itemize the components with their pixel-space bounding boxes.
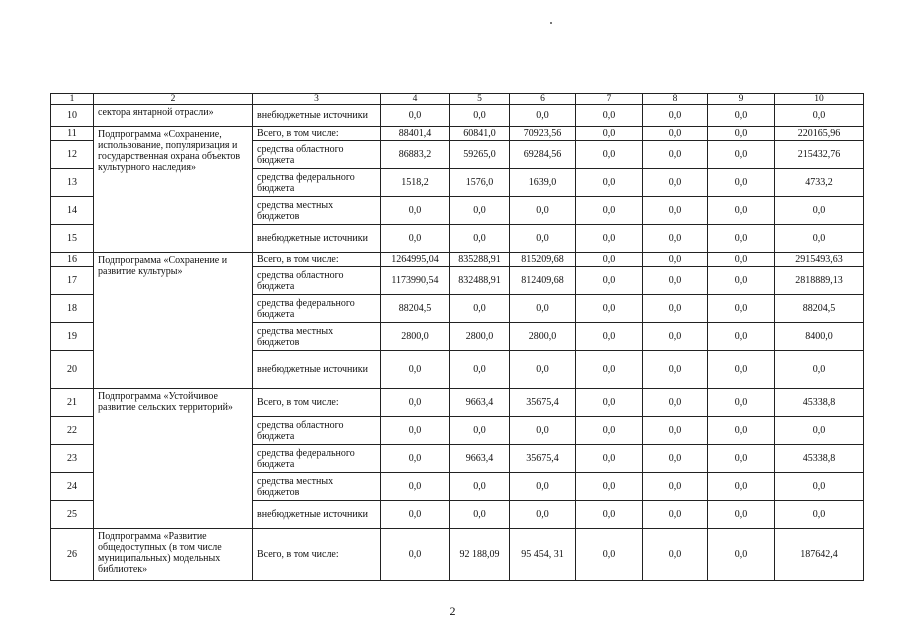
amount-cell: 0,0 [510, 501, 576, 529]
column-number: 7 [576, 94, 643, 105]
subprogram-name: Подпрограмма «Развитие общедоступных (в том числе муниципальных) модельных библиотек» [94, 529, 253, 581]
funding-source: средства федерального бюджета [253, 445, 381, 473]
amount-cell: 815209,68 [510, 253, 576, 267]
table-row [51, 253, 864, 267]
amount-cell: 0,0 [450, 295, 510, 323]
row-number: 26 [51, 529, 94, 581]
amount-cell: 0,0 [576, 197, 643, 225]
column-number: 1 [51, 94, 94, 105]
amount-cell: 0,0 [450, 351, 510, 389]
funding-source: средства местных бюджетов [253, 197, 381, 225]
amount-cell: 0,0 [381, 529, 450, 581]
row-number: 20 [51, 351, 94, 389]
row-number: 17 [51, 267, 94, 295]
amount-cell: 1518,2 [381, 169, 450, 197]
funding-source: средства федерального бюджета [253, 295, 381, 323]
amount-cell: 0,0 [576, 323, 643, 351]
amount-cell: 0,0 [576, 253, 643, 267]
column-number: 2 [94, 94, 253, 105]
column-number: 3 [253, 94, 381, 105]
amount-cell: 0,0 [576, 445, 643, 473]
table-row [51, 529, 864, 581]
amount-cell: 0,0 [708, 267, 775, 295]
funding-source: средства федерального бюджета [253, 169, 381, 197]
column-number: 10 [775, 94, 864, 105]
column-number: 5 [450, 94, 510, 105]
amount-cell: 0,0 [510, 473, 576, 501]
funding-source: Всего, в том числе: [253, 127, 381, 141]
amount-cell: 0,0 [510, 417, 576, 445]
amount-cell: 0,0 [775, 197, 864, 225]
amount-cell: 0,0 [708, 445, 775, 473]
subprogram-name: сектора янтарной отрасли» [94, 105, 253, 127]
amount-cell: 2800,0 [381, 323, 450, 351]
amount-cell: 70923,56 [510, 127, 576, 141]
amount-cell: 0,0 [576, 225, 643, 253]
amount-cell: 69284,56 [510, 141, 576, 169]
amount-cell: 8400,0 [775, 323, 864, 351]
amount-cell: 0,0 [775, 351, 864, 389]
amount-cell: 220165,96 [775, 127, 864, 141]
amount-cell: 9663,4 [450, 445, 510, 473]
amount-cell: 88401,4 [381, 127, 450, 141]
row-number: 23 [51, 445, 94, 473]
amount-cell: 835288,91 [450, 253, 510, 267]
amount-cell: 0,0 [576, 169, 643, 197]
amount-cell: 0,0 [450, 105, 510, 127]
amount-cell: 59265,0 [450, 141, 510, 169]
funding-source: внебюджетные источники [253, 225, 381, 253]
amount-cell: 0,0 [450, 225, 510, 253]
amount-cell: 0,0 [643, 225, 708, 253]
amount-cell: 88204,5 [775, 295, 864, 323]
amount-cell: 0,0 [381, 473, 450, 501]
amount-cell: 832488,91 [450, 267, 510, 295]
amount-cell: 1576,0 [450, 169, 510, 197]
amount-cell: 0,0 [708, 253, 775, 267]
column-number: 6 [510, 94, 576, 105]
amount-cell: 2915493,63 [775, 253, 864, 267]
subprogram-name: Подпрограмма «Сохранение, использование, популяризация и государственная охрана объектов культурного наследия» [94, 127, 253, 253]
amount-cell: 0,0 [708, 225, 775, 253]
amount-cell: 187642,4 [775, 529, 864, 581]
amount-cell: 60841,0 [450, 127, 510, 141]
amount-cell: 45338,8 [775, 445, 864, 473]
amount-cell: 0,0 [775, 225, 864, 253]
funding-source: внебюджетные источники [253, 351, 381, 389]
amount-cell: 0,0 [643, 473, 708, 501]
funding-source: Всего, в том числе: [253, 529, 381, 581]
table-row [51, 389, 864, 417]
amount-cell: 0,0 [576, 473, 643, 501]
amount-cell: 0,0 [643, 445, 708, 473]
amount-cell: 0,0 [576, 417, 643, 445]
row-number: 15 [51, 225, 94, 253]
amount-cell: 0,0 [708, 323, 775, 351]
funding-source: средства местных бюджетов [253, 323, 381, 351]
amount-cell: 0,0 [643, 417, 708, 445]
amount-cell: 0,0 [775, 417, 864, 445]
amount-cell: 0,0 [643, 501, 708, 529]
amount-cell: 0,0 [643, 127, 708, 141]
amount-cell: 1639,0 [510, 169, 576, 197]
amount-cell: 215432,76 [775, 141, 864, 169]
amount-cell: 0,0 [643, 141, 708, 169]
amount-cell: 0,0 [576, 351, 643, 389]
amount-cell: 0,0 [450, 501, 510, 529]
amount-cell: 0,0 [708, 127, 775, 141]
amount-cell: 0,0 [708, 169, 775, 197]
amount-cell: 0,0 [576, 529, 643, 581]
amount-cell: 0,0 [450, 417, 510, 445]
amount-cell: 95 454, 31 [510, 529, 576, 581]
scan-speck [550, 22, 552, 24]
amount-cell: 0,0 [381, 445, 450, 473]
amount-cell: 0,0 [708, 295, 775, 323]
budget-table [50, 93, 864, 581]
subprogram-name: Подпрограмма «Сохранение и развитие культуры» [94, 253, 253, 389]
row-number: 10 [51, 105, 94, 127]
amount-cell: 0,0 [643, 267, 708, 295]
row-number: 25 [51, 501, 94, 529]
amount-cell: 0,0 [381, 501, 450, 529]
funding-source: средства областного бюджета [253, 417, 381, 445]
amount-cell: 0,0 [643, 389, 708, 417]
amount-cell: 0,0 [643, 351, 708, 389]
amount-cell: 4733,2 [775, 169, 864, 197]
row-number: 16 [51, 253, 94, 267]
amount-cell: 0,0 [576, 127, 643, 141]
amount-cell: 88204,5 [381, 295, 450, 323]
amount-cell: 45338,8 [775, 389, 864, 417]
funding-source: средства областного бюджета [253, 141, 381, 169]
amount-cell: 0,0 [643, 295, 708, 323]
amount-cell: 0,0 [450, 473, 510, 501]
amount-cell: 9663,4 [450, 389, 510, 417]
amount-cell: 0,0 [510, 105, 576, 127]
amount-cell: 0,0 [510, 351, 576, 389]
amount-cell: 0,0 [708, 197, 775, 225]
amount-cell: 0,0 [381, 417, 450, 445]
amount-cell: 0,0 [708, 473, 775, 501]
amount-cell: 0,0 [576, 501, 643, 529]
row-number: 12 [51, 141, 94, 169]
row-number: 22 [51, 417, 94, 445]
amount-cell: 0,0 [381, 105, 450, 127]
funding-source: средства областного бюджета [253, 267, 381, 295]
amount-cell: 0,0 [708, 351, 775, 389]
row-number: 13 [51, 169, 94, 197]
column-number-row [51, 94, 864, 105]
amount-cell: 0,0 [708, 417, 775, 445]
funding-source: внебюджетные источники [253, 105, 381, 127]
amount-cell: 0,0 [643, 105, 708, 127]
amount-cell: 86883,2 [381, 141, 450, 169]
amount-cell: 0,0 [643, 253, 708, 267]
amount-cell: 0,0 [576, 389, 643, 417]
amount-cell: 0,0 [643, 197, 708, 225]
amount-cell: 0,0 [576, 105, 643, 127]
amount-cell: 0,0 [576, 141, 643, 169]
column-number: 4 [381, 94, 450, 105]
row-number: 14 [51, 197, 94, 225]
row-number: 11 [51, 127, 94, 141]
column-number: 8 [643, 94, 708, 105]
amount-cell: 1264995,04 [381, 253, 450, 267]
table-row [51, 105, 864, 127]
amount-cell: 0,0 [576, 295, 643, 323]
amount-cell: 2818889,13 [775, 267, 864, 295]
amount-cell: 1173990,54 [381, 267, 450, 295]
row-number: 24 [51, 473, 94, 501]
row-number: 19 [51, 323, 94, 351]
amount-cell: 2800,0 [450, 323, 510, 351]
row-number: 18 [51, 295, 94, 323]
amount-cell: 0,0 [381, 225, 450, 253]
amount-cell: 35675,4 [510, 389, 576, 417]
funding-source: внебюджетные источники [253, 501, 381, 529]
amount-cell: 0,0 [708, 389, 775, 417]
table-row [51, 127, 864, 141]
amount-cell: 0,0 [381, 351, 450, 389]
amount-cell: 0,0 [775, 501, 864, 529]
amount-cell: 0,0 [708, 529, 775, 581]
row-number: 21 [51, 389, 94, 417]
amount-cell: 0,0 [708, 501, 775, 529]
amount-cell: 0,0 [643, 323, 708, 351]
amount-cell: 0,0 [450, 197, 510, 225]
amount-cell: 0,0 [510, 197, 576, 225]
amount-cell: 0,0 [510, 225, 576, 253]
amount-cell: 0,0 [708, 105, 775, 127]
subprogram-name: Подпрограмма «Устойчивое развитие сельских территорий» [94, 389, 253, 529]
amount-cell: 2800,0 [510, 323, 576, 351]
amount-cell: 812409,68 [510, 267, 576, 295]
funding-source: Всего, в том числе: [253, 389, 381, 417]
page-number: 2 [449, 604, 456, 618]
amount-cell: 0,0 [775, 105, 864, 127]
funding-source: Всего, в том числе: [253, 253, 381, 267]
amount-cell: 92 188,09 [450, 529, 510, 581]
amount-cell: 0,0 [775, 473, 864, 501]
amount-cell: 0,0 [381, 197, 450, 225]
amount-cell: 0,0 [708, 141, 775, 169]
amount-cell: 0,0 [643, 169, 708, 197]
amount-cell: 0,0 [643, 529, 708, 581]
amount-cell: 0,0 [510, 295, 576, 323]
amount-cell: 0,0 [381, 389, 450, 417]
funding-source: средства местных бюджетов [253, 473, 381, 501]
amount-cell: 35675,4 [510, 445, 576, 473]
amount-cell: 0,0 [576, 267, 643, 295]
column-number: 9 [708, 94, 775, 105]
